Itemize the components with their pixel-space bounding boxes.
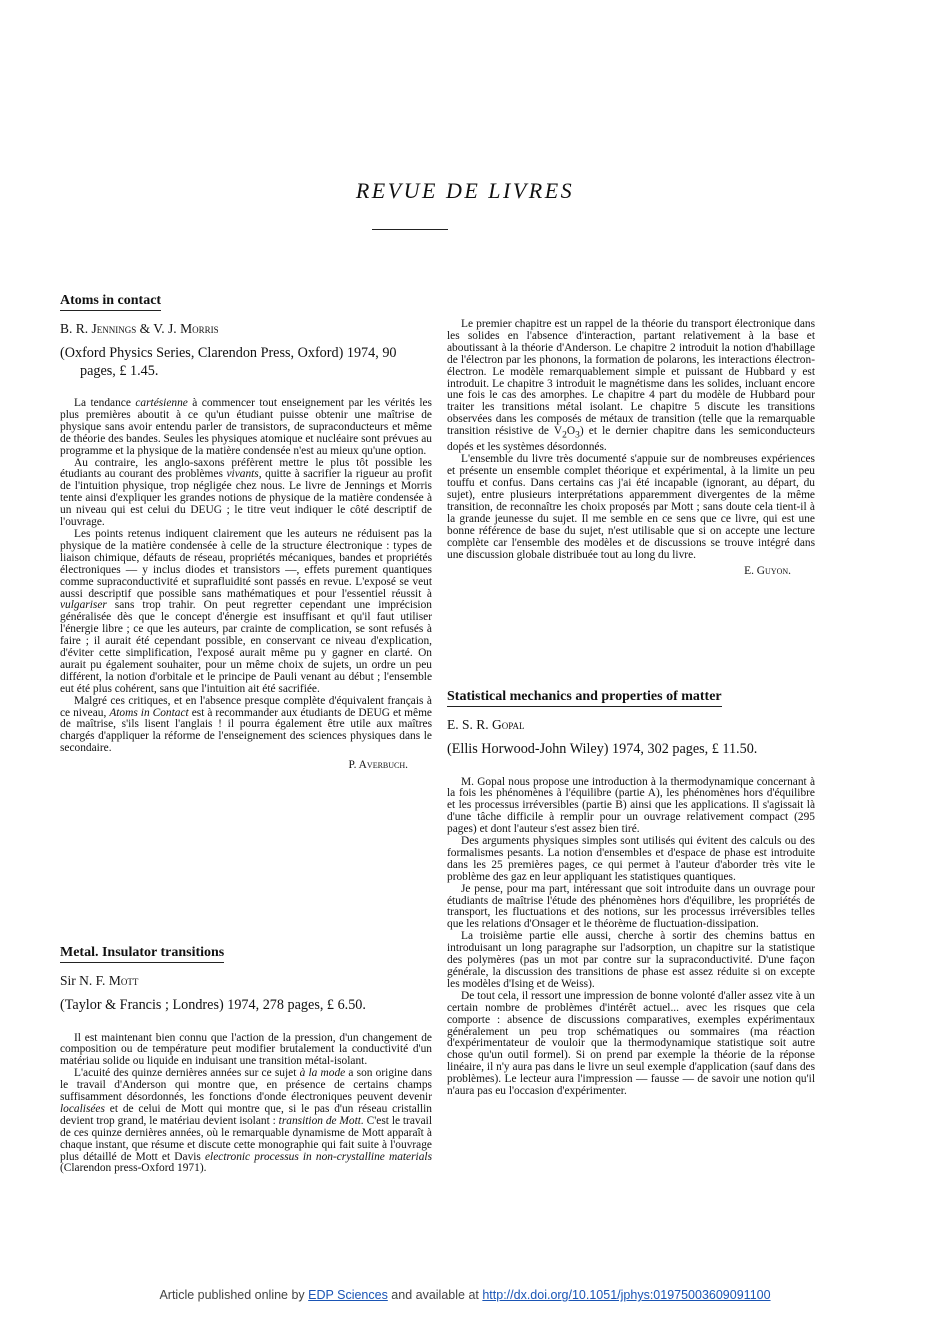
author-surname: Morris	[180, 321, 219, 336]
review-metal-insulator-continued	[447, 319, 815, 578]
review-paragraph: Je pense, pour ma part, intéressant que soit introduite dans un ouvrage pour étudiants de maîtrise l'étude des phénomènes hors d'équilibre, les propriétés de transport, les fluctuations et des notions, sur les processus irréversibles telles que les relations d'Onsager et le théorème de fluctuation-dissipation.	[447, 882, 815, 931]
author-initials: Sir N. F.	[60, 973, 106, 988]
author-initials: B. R.	[60, 321, 89, 336]
reviewer-signature: P. Averbuch.	[348, 759, 408, 772]
book-authors	[447, 717, 815, 733]
review-paragraph: La tendance cartésienne à commencer tout enseignement par les vérités les plus premières aboutit à ce qu'un étudiant puisse obtenir une maîtrise de physique sans avoir entendu parler de transistors, de supraconducteurs et même de théorie des bandes. Seules les physiques atomique et nucléaire sont prévues au programme et la physique de la matière condensée n'est au mieux qu'une option.	[60, 397, 432, 457]
book-title: Statistical mechanics and properties of matter	[447, 688, 722, 707]
footer-prefix: Article published online by	[159, 1288, 309, 1302]
book-publisher: (Ellis Horwood-John Wiley) 1974, 302 pages, £ 11.50.	[447, 741, 758, 757]
author-separator: &	[136, 321, 154, 336]
review-paragraph: Des arguments physiques simples sont utilisés qui évitent des calculs ou des formalismes pesants. La notion d'ensembles et d'espace de phase est introduite dans les 25 premières pages, ce qui permet à l'auteur d'aborder très vite le problème des gaz en leur appliquant les statistiques quantiques.	[447, 835, 815, 883]
publication-footer	[0, 1288, 930, 1302]
review-paragraph: Malgré ces critiques, et en l'absence presque complète d'équivalent français à ce niveau, Atoms in Contact est à recommander aux étudiants de DEUG et même de maîtrise, s'ils lisent l'anglais ! il pourra également être utile aux maîtres chargés d'appliquer la réforme de l'enseignement des sciences physiques dans le secondaire.	[60, 694, 432, 755]
author-surname: Jennings	[91, 321, 137, 336]
book-authors	[60, 321, 432, 337]
author-surname: Gopal	[492, 717, 525, 732]
review-paragraph: De tout cela, il ressort une impression de bonne volonté d'aller assez vite à un certain nombre de problèmes d'intérêt actuel... avec les risques que cela comporte : absence de discussions comparatives, exemples expérimentaux généralement un peu trop schématiques ou sommaires (ma réaction d'expérimentateur de vouloir que la thermodynamique statistique soit autre chose qu'un outil formel). Si on prend par exemple la théorie de la réponse linéaire, il n'y aura pas dans le livre un seul exemple d'application (sauf dans des problèmes). Le lecteur aura l'impression — fausse — de savoir une notion qu'il n'aura pas eu l'occasion d'expérimenter.	[447, 989, 815, 1098]
book-authors	[60, 973, 432, 989]
book-title: Atoms in contact	[60, 292, 161, 311]
title-divider	[372, 229, 448, 230]
review-paragraph: Il est maintenant bien connu que l'action de la pression, d'un changement de composition ou de température peut modifier brutalement la conductivité d'un matériau solide ou liquide en induisant une transition métal-isolant.	[60, 1031, 432, 1068]
review-metal-insulator	[60, 944, 432, 1175]
review-paragraph: Au contraire, les anglo-saxons préfèrent mettre le plus tôt possible les étudiants au courant des problèmes vivants, quitte à sacrifier la rigueur au profit de l'intuition physique, trop négligée chez nous. Le livre de Jennings et Morris tente ainsi d'expliquer les grandes notions de physique de la matière condensée à un niveau qui est celui du DEUG ; le titre veut indiquer le côté descriptif de l'ouvrage.	[60, 456, 432, 529]
publisher-link[interactable]: EDP Sciences	[308, 1288, 388, 1302]
reviewer-signature: E. Guyon.	[744, 565, 791, 578]
author-initials: V. J.	[153, 321, 177, 336]
review-paragraph: L'acuité des quinze dernières années sur ce sujet à la mode a son origine dans le travail d'Anderson qui montre que, en présence de certains champs suffisamment désordonnés, les fonctions d'onde électroniques peuvent devenir localisées et de celui de Mott qui montre que, si le pas d'un réseau cristallin devient trop grand, le matériau devient isolant : transition de Mott. C'est le travail de ces quinze dernières années, où le remarquable dynamisme de Mott apparaît à chaque instant, que résume et discute cette monographie qui fait suite à l'ouvrage plus détaillé de Mott et Davis electronic processus in non-crystalline materials (Clarendon press-Oxford 1971).	[60, 1067, 432, 1175]
review-paragraph: Le premier chapitre est un rappel de la théorie du transport électronique dans les solides en l'absence d'interaction, partant relativement à la base et aboutissant à la théorie d'Anderson. Le chapitre 2 introduit la notion d'habillage de l'électron par les phonons, la formation de polarons, les interactions électron-électron. Le modèle remarquablement simple et puissant de Hubbard y est introduit. Le chapitre 3 introduit le magnétisme dans les solides, incluant encore une fois le cas des amorphes. Le chapitre 4 part du modèle de Hubbard pour traiter les transitions métal isolant. Le chapitre 5 discute les transitions observées dans les composés de métaux de transition (telle que la remarquable transition résistive de $V_2O_3$) et le dernier chapitre dans les semiconducteurs dopés et les systèmes désordonnés.	[447, 318, 815, 454]
review-paragraph: Les points retenus indiquent clairement que les auteurs ne réduisent pas la physique de la matière condensée à celle de la structure électronique : types de liaison chimique, défauts de réseau, propriétés mécaniques, bandes et propriétés électroniques — y inclus diodes et transistors —, effets purement quantiques comme supraconductivité et suprafluidité sont passés en revue. L'exposé se veut aussi descriptif que possible sans mathématiques et pour l'essentiel réussit à vulgariser sans trop trahir. On peut regretter cependant une imprécision généralisée dès que le concept d'énergie est insuffisant et qu'il faut utiliser l'énergie libre ; ce que les auteurs, par crainte de complication, se sont refusés à faire ; il aurait été cependant possible, en conservant ce niveau d'explication, d'éviter cette simplification, l'exposé aurait même pu y gagner en clarté. On aurait pu également souhaiter, pour un même choix de sujets, un ordre un peu différent, la notion d'orbitale et le principe de Pauli venant au début ; l'ensemble eut été plus cohérent, sans que l'intuition ait été sacrifiée.	[60, 527, 432, 695]
review-atoms-in-contact	[60, 292, 432, 772]
review-paragraph: La troisième partie elle aussi, cherche à sortir des chemins battus en introduisant un long paragraphe sur l'adsorption, un chapitre sur la statistique des polymères (pas un mot par contre sur la supraconductivité. D'une façon générale, la discussion des transitions de phase est assez réduite si on excepte les modèles d'Ising et de Weiss).	[447, 930, 815, 990]
book-publisher: (Taylor & Francis ; Londres) 1974, 278 pages, £ 6.50.	[60, 997, 366, 1013]
author-initials: E. S. R.	[447, 717, 489, 732]
review-statistical-mechanics	[447, 688, 815, 1098]
review-paragraph: L'ensemble du livre très documenté s'appuie sur de nombreuses expériences et présente un ensemble complet théorique et expérimental, à la limite un peu touffu et confus. Dans certains cas j'ai été incapable (ignorant, au départ, du sujet), entre plusieurs interprétations apparemment divergentes de la même transition, de reconnaître les choix proposés par Mott ; sans doute cela tient-il à la grande jeunesse du sujet. Il me semble en ce sens que ce livre, qui est une bonne référence de base du sujet, n'est utilisable que si on accepte une lecture complète car l'ensemble des modèles et de discussions se trouve intégré dans une discussion globale distribuée tout au long du livre.	[447, 453, 815, 561]
footer-middle: and available at	[387, 1288, 483, 1302]
book-title: Metal. Insulator transitions	[60, 944, 224, 963]
book-publisher: (Oxford Physics Series, Clarendon Press, Oxford) 1974, 90 pages, £ 1.45.	[60, 345, 397, 379]
page-title: REVUE DE LIVRES	[355, 178, 575, 203]
author-surname: Mott	[108, 973, 139, 988]
doi-link[interactable]: http://dx.doi.org/10.1051/jphys:01975003609091100	[482, 1288, 771, 1302]
review-paragraph: M. Gopal nous propose une introduction à la thermodynamique concernant à la fois les phénomènes à l'équilibre (partie A), les phénomènes hors d'équilibre et les processus irréversibles (partie B) ainsi que les applications. Il s'agissait là d'une tâche difficile à remplir pour un ouvrage relativement compact (295 pages) et dont l'auteur s'est assez bien tiré.	[447, 775, 815, 836]
